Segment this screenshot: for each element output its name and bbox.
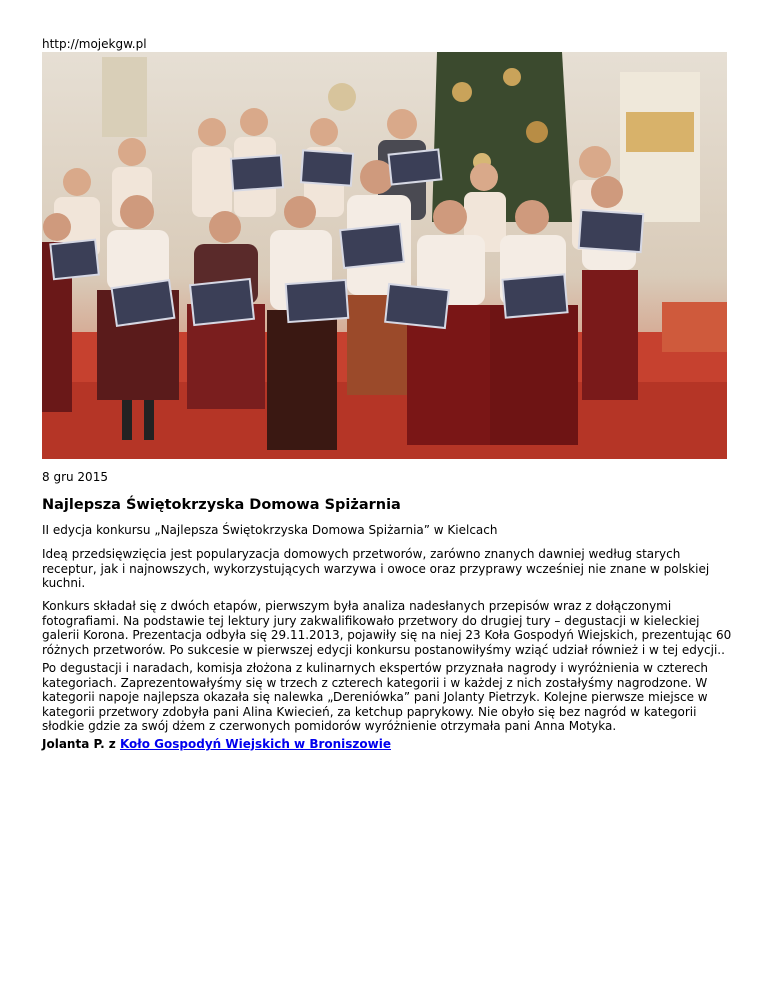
article-title: Najlepsza Świętokrzyska Domowa Spiżarnia: [42, 497, 401, 513]
article-paragraph: Po degustacji i naradach, komisja złożona z kulinarnych ekspertów przyznała nagrody i wyróżnienia w czterech kategoriach. Zaprezentowałyśmy się w trzech z czterech kategorii i w każdej z nich zostałyśmy nagrodzone. W kategorii napoje najlepsza okazała się nalewka „Dereniówka” pani Jolanty Pietrzyk. Kolejne pierwsze miejsce w kategorii przetwory zdobyła pani Alina Kwiecień, za ketchup paprykowy. Nie obyło się bez nagród w kategorii słodkie gdzie za swój dżem z czerwonych pomidorów wyróżnienie otrzymała pani Anna Motyka.: [42, 661, 709, 733]
article-intro: II edycja konkursu „Najlepsza Świętokrzyska Domowa Spiżarnia” w Kielcach: [42, 523, 498, 537]
signature: [42, 737, 391, 751]
source-url: http://mojekgw.pl: [42, 37, 147, 51]
article-paragraph: Konkurs składał się z dwóch etapów, pierwszym była analiza nadesłanych przepisów wraz z dołączonymi fotografiami. Na podstawie tej lektury jury zakwalifikowało przetwory do drugiej tury – degustacji w kieleckiej galerii Korona. Prezentacja odbyła się 29.11.2013, pojawiły się na niej 23 Koła Gospodyń Wiejskich, prezentując 60 różnych przetworów. Po sukcesie w pierwszej edycji konkursu postanowiłyśmy wziąć udział również i w tej edycji..: [42, 599, 732, 657]
kgw-broniszow-link[interactable]: Koło Gospodyń Wiejskich w Broniszowie: [119, 737, 391, 751]
group-photo: [42, 52, 727, 459]
article-paragraph: Ideą przedsięwzięcia jest popularyzacja domowych przetworów, zarówno znanych dawniej według starych receptur, jak i najnowszych, wykorzystujących warzywa i owoce oraz przyprawy wcześniej nie znane w polskiej kuchni.: [42, 547, 710, 590]
post-date: 8 gru 2015: [42, 470, 108, 484]
signature-author: Jolanta P. z: [42, 737, 120, 751]
